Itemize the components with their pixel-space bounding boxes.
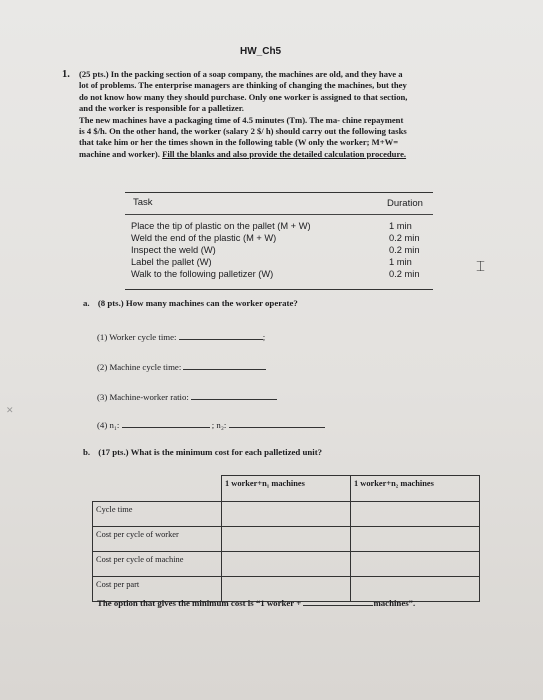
text-cursor-icon: ⌶ <box>476 257 486 275</box>
worker-cycle-time-blank[interactable] <box>179 330 266 342</box>
part-a-question: (8 pts.) How many machines can the worker operate? <box>97 298 298 308</box>
row-label: Cost per cycle of worker <box>93 527 222 552</box>
cost-table <box>92 475 480 602</box>
option-text-start: The option that gives the minimum cost is “1 worker + <box>97 598 302 608</box>
answer-cell[interactable] <box>351 527 480 552</box>
intro-line: (25 pts.) In the packing section of a soap company, the machines are old, and they have a <box>79 69 403 79</box>
machine-cycle-time-item <box>97 360 266 372</box>
answer-cell[interactable] <box>222 552 351 577</box>
task-duration: 0.2 min <box>389 245 420 255</box>
cost-table-header-row <box>93 476 480 502</box>
task-duration: 0.2 min <box>389 269 420 279</box>
task-duration: 1 min <box>389 257 412 267</box>
duration-column-header: Duration <box>387 198 423 209</box>
column-header-n2: 1 worker+n₂ machines <box>351 476 480 502</box>
task-row <box>131 269 431 281</box>
answer-cell[interactable] <box>222 502 351 527</box>
item-punct: ; <box>262 332 266 342</box>
task-duration: 0.2 min <box>389 233 420 243</box>
machine-worker-ratio-blank[interactable] <box>191 390 277 400</box>
empty-corner-cell <box>93 476 222 502</box>
task-name: Label the pallet (W) <box>131 257 212 267</box>
task-column-header: Task <box>133 197 153 208</box>
task-name: Place the tip of plastic on the pallet (M + W) <box>131 221 311 231</box>
n-values-item <box>97 418 325 430</box>
task-duration: 1 min <box>389 221 412 231</box>
table-row <box>93 502 480 527</box>
n1-blank[interactable] <box>122 418 210 428</box>
item-label: (1) Worker cycle time: <box>97 332 177 342</box>
question-number: 1. <box>62 69 70 80</box>
intro-line: and the worker is responsible for a palletizer. <box>79 103 244 114</box>
intro-line: is 4 $/h. On the other hand, the worker (salary 2 $/ h) should carry out the following tasks <box>79 126 407 137</box>
option-text-end: machines”. <box>373 598 416 608</box>
task-name: Inspect the weld (W) <box>131 245 216 255</box>
table-row <box>93 552 480 577</box>
intro-line: do not know how many they should purchase. Only one worker is assigned to that section, <box>79 91 408 102</box>
page-title: HW_Ch5 <box>240 46 282 57</box>
item-label: ; n₂: <box>211 420 227 430</box>
table-row <box>93 527 480 552</box>
row-label: Cost per cycle of machine <box>93 552 222 577</box>
machine-worker-ratio-item <box>97 390 277 402</box>
task-row <box>131 257 431 269</box>
n2-blank[interactable] <box>229 418 325 428</box>
intro-line-final <box>79 149 499 160</box>
task-table <box>125 192 433 290</box>
margin-mark: ✕ <box>6 405 14 415</box>
item-label: (3) Machine-worker ratio: <box>97 392 189 402</box>
task-row <box>131 233 431 245</box>
row-label: Cycle time <box>93 502 222 527</box>
item-label: (4) n₁: <box>97 420 120 430</box>
part-b-heading <box>83 447 322 457</box>
intro-line: The new machines have a packaging time of 4.5 minutes (Tm). The ma- chine repayment <box>79 114 404 125</box>
task-row <box>131 221 431 233</box>
task-name: Weld the end of the plastic (M + W) <box>131 233 277 243</box>
answer-cell[interactable] <box>222 527 351 552</box>
conclusion-sentence <box>97 596 415 608</box>
part-a-heading <box>83 298 298 308</box>
table-rule <box>125 214 433 215</box>
task-row <box>131 245 431 257</box>
worker-cycle-time-item <box>97 330 265 342</box>
part-b-question: (17 pts.) What is the minimum cost for each palletized unit? <box>98 447 323 457</box>
item-label: (2) Machine cycle time: <box>97 362 182 372</box>
intro-line: machine and worker). <box>79 148 163 159</box>
column-header-n1: 1 worker+n₁ machines <box>222 476 351 502</box>
table-rule <box>125 289 433 290</box>
machine-cycle-time-blank[interactable] <box>183 360 266 370</box>
intro-line: that take him or her the times shown in the following table (W only the worker; M+W= <box>79 137 399 148</box>
instruction-underlined: Fill the blanks and also provide the detailed calculation procedure. <box>162 148 407 159</box>
intro-line: lot of problems. The enterprise managers are thinking of changing the machines, but they <box>79 80 407 91</box>
part-b-label: b. <box>83 447 91 457</box>
task-name: Walk to the following palletizer (W) <box>131 269 274 279</box>
answer-cell[interactable] <box>351 502 480 527</box>
table-rule <box>125 192 433 193</box>
part-a-label: a. <box>83 298 90 308</box>
row-label: Cost per part <box>93 577 222 602</box>
answer-cell[interactable] <box>351 552 480 577</box>
machines-count-blank[interactable] <box>303 596 373 606</box>
question-intro <box>79 69 499 160</box>
